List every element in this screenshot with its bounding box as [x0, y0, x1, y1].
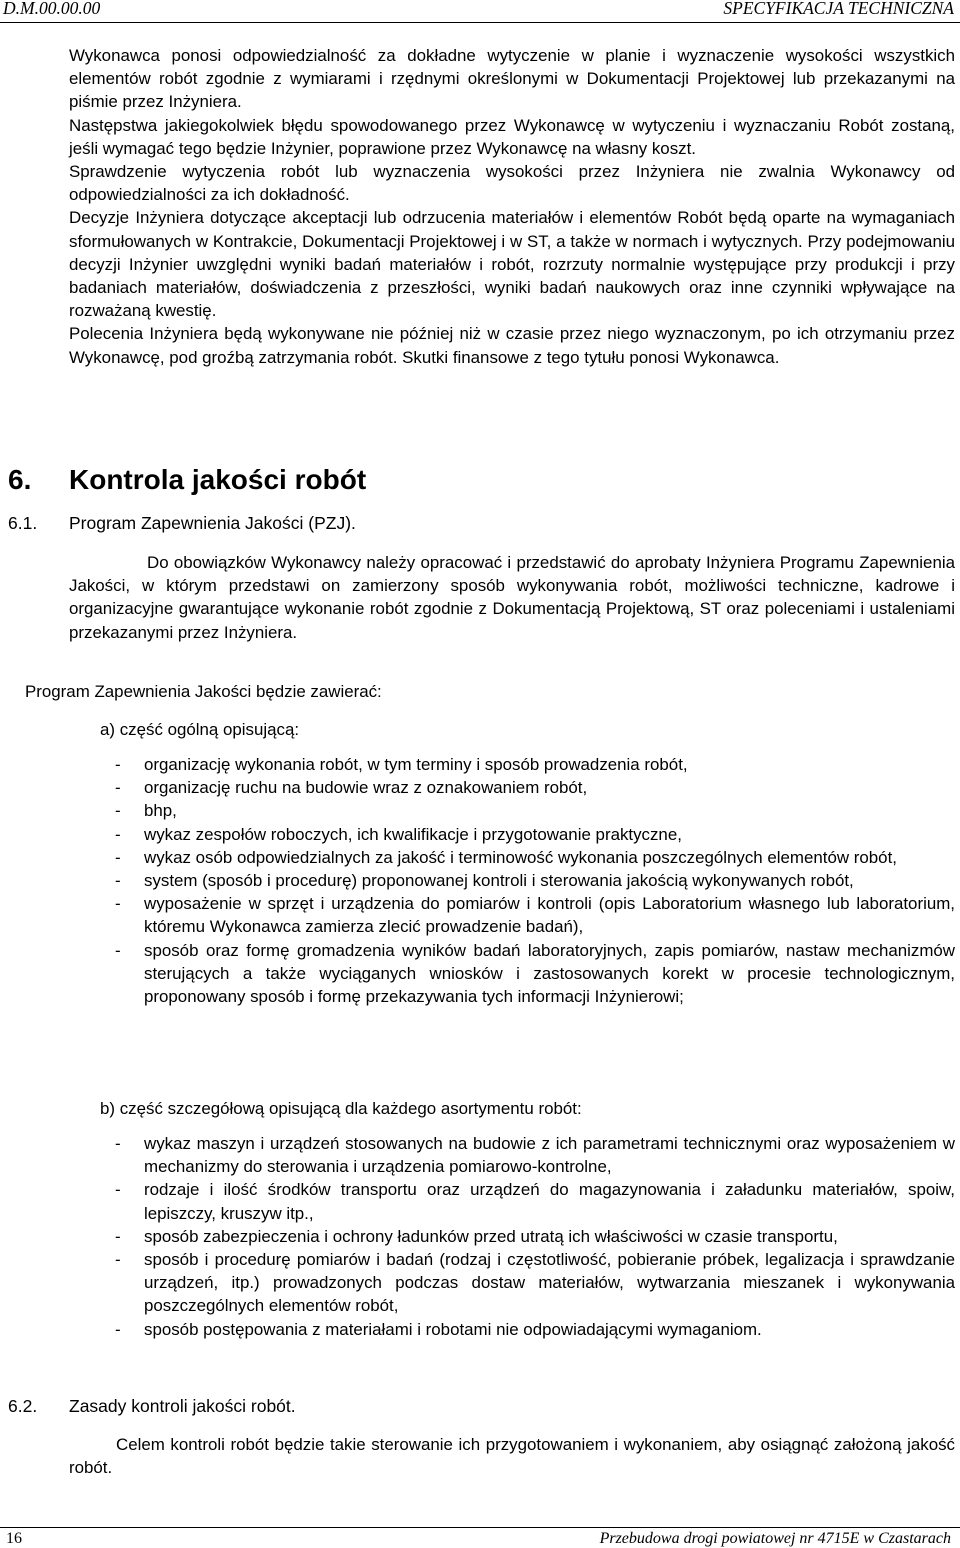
subsection-title: Zasady kontroli jakości robót.: [69, 1396, 296, 1416]
part-b-list: [115, 1132, 955, 1341]
paragraph: Decyzje Inżyniera dotyczące akceptacji lub odrzucenia materiałów i elementów Robót będą oparte na wymaganiach sformułowanych w Kontrakcie, Dokumentacji Projektowej i w ST, a także w normach i wytycznych. Przy podejmowaniu decyzji Inżynier uwzględni wyniki badań materiałów i robót, rozrzuty normalnie występujące przy produkcji i przy badaniach materiałów, doświadczenia z przeszłości, wyniki badań naukowych oraz inne czynniki wpływające na rozważaną kwestię.: [69, 208, 955, 321]
paragraph: Wykonawca ponosi odpowiedzialność za dokładne wytyczenie w planie i wyznaczenie wysokości wszystkich elementów robót zgodnie z wymiarami i rzędnymi określonymi w Dokumentacji Projektowej lub przekazanymi na piśmie przez Inżyniera.: [69, 46, 955, 112]
bullet-dash: -: [115, 1319, 121, 1339]
list-item: - system (sposób i procedurę) proponowanej kontroli i sterowania jakością wykonywanych robót,: [115, 869, 955, 892]
bullet-dash: -: [115, 847, 121, 867]
list-item: - bhp,: [115, 799, 955, 822]
list-item: - sposób postępowania z materiałami i robotami nie odpowiadającymi wymaganiom.: [115, 1318, 955, 1341]
list-item: - rodzaje i ilość środków transportu oraz urządzeń do magazynowania i załadunku materiałów, spoiw, lepiszczy, kruszyw itp.,: [115, 1180, 955, 1223]
document-type: SPECYFIKACJA TECHNICZNA: [723, 0, 954, 18]
document-code: D.M.00.00.00: [3, 0, 101, 18]
bullet-dash: -: [115, 801, 121, 821]
part-a-list: [115, 753, 955, 1008]
subsection-heading-6-2: [8, 1395, 296, 1417]
list-item: - organizację wykonania robót, w tym terminy i sposób prowadzenia robót,: [115, 753, 955, 776]
subsection-heading-6-1: [8, 512, 356, 534]
bullet-dash: -: [115, 871, 121, 891]
list-item: - wyposażenie w sprzęt i urządzenia do pomiarów i kontroli (opis Laboratorium własnego lub laboratorium, któremu Wykonawca zamierza zlecić prowadzenie badań),: [115, 894, 955, 937]
part-b-label: b) część szczegółową opisującą dla każdego asortymentu robót:: [100, 1099, 582, 1118]
paragraph: Polecenia Inżyniera będą wykonywane nie później niż w czasie przez niego wyznaczonym, po ich otrzymaniu przez Wykonawcę, pod groźbą zatrzymania robót. Skutki finansowe z tego tytułu ponosi Wykonawca.: [69, 324, 955, 367]
list-item: - wykaz osób odpowiedzialnych za jakość i terminowość wykonania poszczególnych elementów robót,: [115, 846, 955, 869]
section-number: 6.: [8, 464, 32, 495]
section-heading-6: [8, 464, 366, 496]
part-a-label: a) część ogólną opisującą:: [100, 720, 300, 739]
program-intro: Program Zapewnienia Jakości będzie zawierać:: [25, 682, 382, 701]
section-title: Kontrola jakości robót: [69, 464, 367, 495]
subsection-number: 6.1.: [8, 513, 38, 533]
subsection-title: Program Zapewnienia Jakości (PZJ).: [69, 513, 356, 533]
list-item: - sposób zabezpieczenia i ochrony ładunków przed utratą ich właściwości w czasie transportu,: [115, 1225, 955, 1248]
bullet-dash: -: [115, 755, 121, 774]
list-item: - wykaz maszyn i urządzeń stosowanych na budowie z ich parametrami technicznymi oraz wyposażeniem w mechanizmy do sterowania i urządzenia pomiarowo-kontrolne,: [115, 1134, 955, 1177]
bullet-dash: -: [115, 778, 121, 798]
bullet-dash: -: [115, 894, 121, 914]
page-footer: [0, 1527, 960, 1547]
paragraph: Następstwa jakiegokolwiek błędu spowodowanego przez Wykonawcę w wytyczeniu i wyznaczaniu Robót zostaną, jeśli wymagać tego będzie Inżynier, poprawione przez Wykonawcę na własny koszt.: [69, 115, 955, 158]
list-item: - sposób oraz formę gromadzenia wyników badań laboratoryjnych, zapis pomiarów, nastaw mechanizmów sterujących a także wyciąganych wniosków i zastosowanych korekt w procesie technologicznym, proponowany sposób i formę przekazywania tych informacji Inżynierowi;: [115, 940, 955, 1007]
subsection-number: 6.2.: [8, 1396, 38, 1416]
paragraph: Do obowiązków Wykonawcy należy opracować i przedstawić do aprobaty Inżyniera Programu Zapewnienia Jakości, w którym przedstawi on zamierzony sposób wykonywania robót, możliwości techniczne, kadrowe i organizacyjne gwarantujące wykonanie robót zgodnie z Dokumentacją Projektową, ST oraz poleceniami i ustaleniami przekazanymi przez Inżyniera.: [69, 553, 955, 642]
bullet-dash: -: [115, 940, 121, 960]
project-name: Przebudowa drogi powiatowej nr 4715E w Czastarach: [599, 1530, 951, 1547]
intro-paragraphs: [69, 44, 955, 369]
bullet-dash: -: [115, 1250, 121, 1270]
page-number: 16: [6, 1530, 22, 1547]
pzj-paragraph: [69, 551, 955, 644]
quality-control-paragraph: [69, 1433, 955, 1479]
paragraph: Sprawdzenie wytyczenia robót lub wyznaczenia wysokości przez Inżyniera nie zwalnia Wykonawcy od odpowiedzialności za ich dokładność.: [69, 162, 955, 205]
bullet-dash: -: [115, 1134, 121, 1153]
list-item: - wykaz zespołów roboczych, ich kwalifikacje i przygotowanie praktyczne,: [115, 823, 955, 846]
list-item: - organizację ruchu na budowie wraz z oznakowaniem robót,: [115, 776, 955, 799]
bullet-dash: -: [115, 824, 121, 844]
page-header: [0, 0, 960, 23]
list-item: - sposób i procedurę pomiarów i badań (rodzaj i częstotliwość, pobieranie próbek, legalizacja i sprawdzanie urządzeń, itp.) prowadzonych podczas dostaw materiałów, wytwarzania mieszanek i wykonywania poszczególnych elementów robót,: [115, 1250, 955, 1316]
bullet-dash: -: [115, 1180, 121, 1200]
paragraph: Celem kontroli robót będzie takie sterowanie ich przygotowaniem i wykonaniem, aby osiągnąć założoną jakość robót.: [69, 1435, 955, 1478]
bullet-dash: -: [115, 1226, 121, 1246]
